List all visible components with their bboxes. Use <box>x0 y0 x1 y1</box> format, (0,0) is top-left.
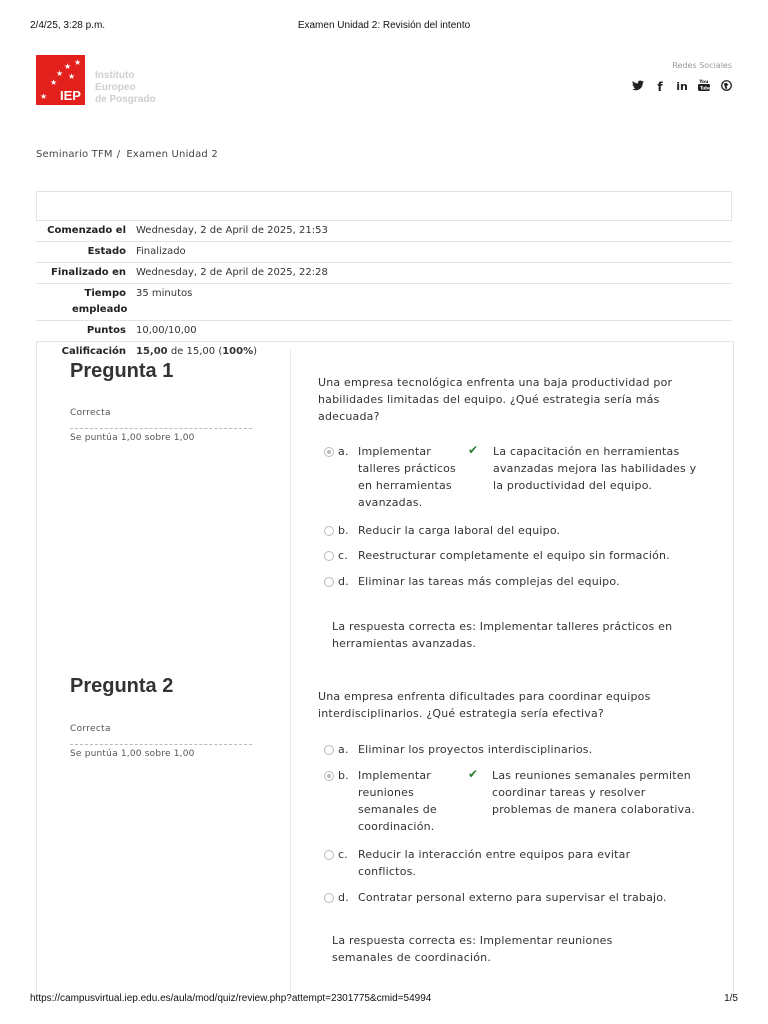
question-2-option-a[interactable] <box>318 741 718 759</box>
logo-abbr: IEP <box>60 88 81 103</box>
option-feedback: Las reuniones semanales permiten coordinar tareas y resolver problemas de manera colaborativa. <box>492 769 695 816</box>
breadcrumb-separator: / <box>116 149 121 160</box>
logo-line-1: Instituto <box>95 70 135 81</box>
social-label: Redes Sociales <box>672 61 732 70</box>
option-text: Implementar talleres prácticos en herramientas avanzadas. <box>358 445 456 509</box>
breadcrumb <box>36 149 218 160</box>
summary-label: Puntos <box>86 325 126 336</box>
radio-icon[interactable] <box>324 577 334 587</box>
grade-of: de 15,00 ( <box>170 346 223 357</box>
grade-close: ) <box>253 346 258 357</box>
question-2-option-c[interactable] <box>318 846 718 882</box>
star-icon: ★ <box>68 72 76 81</box>
iep-logo[interactable] <box>36 55 85 105</box>
question-2-text: Una empresa enfrenta dificultades para coordinar equipos interdisciplinarios. ¿Qué estrategia sería efectiva? <box>318 690 651 720</box>
grade-score: 15,00 <box>136 346 168 357</box>
attempt-summary-table <box>36 191 732 362</box>
option-letter: b. <box>338 524 349 537</box>
option-letter: d. <box>338 575 349 588</box>
check-icon: ✔ <box>468 767 479 781</box>
summary-row-started <box>36 221 732 242</box>
question-1-option-a[interactable] <box>318 443 718 518</box>
question-2-state: Correcta <box>70 724 111 734</box>
summary-label: Calificación <box>61 346 126 357</box>
option-text: Reducir la interacción entre equipos para evitar conflictos. <box>358 848 631 878</box>
summary-value: Wednesday, 2 de April de 2025, 22:28 <box>136 267 328 278</box>
globe-icon[interactable] <box>720 80 732 94</box>
summary-label: Comenzado el <box>47 225 126 236</box>
option-text: Implementar reuniones semanales de coordinación. <box>358 769 437 833</box>
option-text: Reducir la carga laboral del equipo. <box>358 524 561 537</box>
question-2-divider <box>70 744 252 745</box>
question-column-divider <box>290 350 291 993</box>
option-letter: a. <box>338 445 349 458</box>
question-1-option-b[interactable] <box>318 522 718 540</box>
summary-value: 35 minutos <box>136 288 193 299</box>
youtube-icon[interactable] <box>698 79 710 94</box>
option-letter: c. <box>338 848 348 861</box>
star-icon: ★ <box>40 92 48 101</box>
option-text: Eliminar los proyectos interdisciplinarios. <box>358 743 593 756</box>
option-letter: b. <box>338 769 349 782</box>
option-text: Reestructurar completamente el equipo sin formación. <box>358 549 670 562</box>
summary-row-points <box>36 321 732 342</box>
question-1-option-c[interactable] <box>318 547 718 565</box>
social-links <box>632 79 732 94</box>
breadcrumb-course-link[interactable]: Seminario TFM <box>36 149 113 160</box>
option-feedback: La capacitación en herramientas avanzadas mejora las habilidades y la productividad del equipo. <box>493 445 697 492</box>
option-letter: c. <box>338 549 348 562</box>
summary-header-blank <box>36 192 732 221</box>
radio-icon[interactable] <box>324 893 334 903</box>
question-2-grade: Se puntúa 1,00 sobre 1,00 <box>70 749 195 759</box>
star-icon: ★ <box>64 62 72 71</box>
twitter-icon[interactable] <box>632 80 644 94</box>
question-2-title: Pregunta 2 <box>70 675 174 697</box>
breadcrumb-exam-link[interactable]: Examen Unidad 2 <box>126 149 218 160</box>
question-1-title: Pregunta 1 <box>70 360 174 382</box>
summary-value: Finalizado <box>136 246 186 257</box>
star-icon: ★ <box>74 58 82 67</box>
question-1-text: Una empresa tecnológica enfrenta una baja productividad por habilidades limitadas del equipo. ¿Qué estrategia sería más adecuada? <box>318 376 673 423</box>
check-icon: ✔ <box>468 443 479 457</box>
question-1-right-answer: La respuesta correcta es: Implementar talleres prácticos en herramientas avanzadas. <box>332 620 673 650</box>
option-text: Eliminar las tareas más complejas del equipo. <box>358 575 620 588</box>
radio-selected-icon[interactable] <box>324 447 334 457</box>
option-letter: a. <box>338 743 349 756</box>
question-2-option-b[interactable] <box>318 767 718 842</box>
summary-label: Estado <box>87 246 126 257</box>
facebook-icon[interactable]: f <box>657 79 663 94</box>
logo-wordmark <box>95 70 156 106</box>
question-1-grade: Se puntúa 1,00 sobre 1,00 <box>70 433 195 443</box>
star-icon: ★ <box>56 69 64 78</box>
radio-icon[interactable] <box>324 850 334 860</box>
svg-text:Tube: Tube <box>700 85 710 91</box>
question-2-option-d[interactable] <box>318 889 718 907</box>
radio-selected-icon[interactable] <box>324 771 334 781</box>
option-text: Contratar personal externo para supervisar el trabajo. <box>358 891 667 904</box>
radio-icon[interactable] <box>324 745 334 755</box>
print-datetime: 2/4/25, 3:28 p.m. <box>30 20 106 31</box>
summary-label: Finalizado en <box>51 267 126 278</box>
star-icon: ★ <box>50 78 58 87</box>
grade-percent: 100% <box>222 346 254 357</box>
logo-line-3: de Posgrado <box>95 94 156 105</box>
summary-row-time <box>36 284 732 321</box>
question-1-divider <box>70 428 252 429</box>
svg-text:You: You <box>699 80 709 85</box>
summary-label: Tiempo empleado <box>72 288 128 315</box>
summary-row-state <box>36 242 732 263</box>
radio-icon[interactable] <box>324 526 334 536</box>
summary-value: Wednesday, 2 de April de 2025, 21:53 <box>136 225 328 236</box>
question-2-right-answer: La respuesta correcta es: Implementar reuniones semanales de coordinación. <box>332 934 613 964</box>
question-1-option-d[interactable] <box>318 573 718 591</box>
radio-icon[interactable] <box>324 551 334 561</box>
summary-value: 10,00/10,00 <box>136 325 197 336</box>
summary-row-finished <box>36 263 732 284</box>
option-letter: d. <box>338 891 349 904</box>
question-1-state: Correcta <box>70 408 111 418</box>
logo-line-2: Europeo <box>95 82 136 93</box>
print-page-number: 1/5 <box>724 993 738 1004</box>
print-doc-title: Examen Unidad 2: Revisión del intento <box>297 20 471 31</box>
linkedin-icon[interactable]: in <box>676 80 688 93</box>
print-url: https://campusvirtual.iep.edu.es/aula/mod/quiz/review.php?attempt=2301775&cmid=54994 <box>30 993 432 1004</box>
